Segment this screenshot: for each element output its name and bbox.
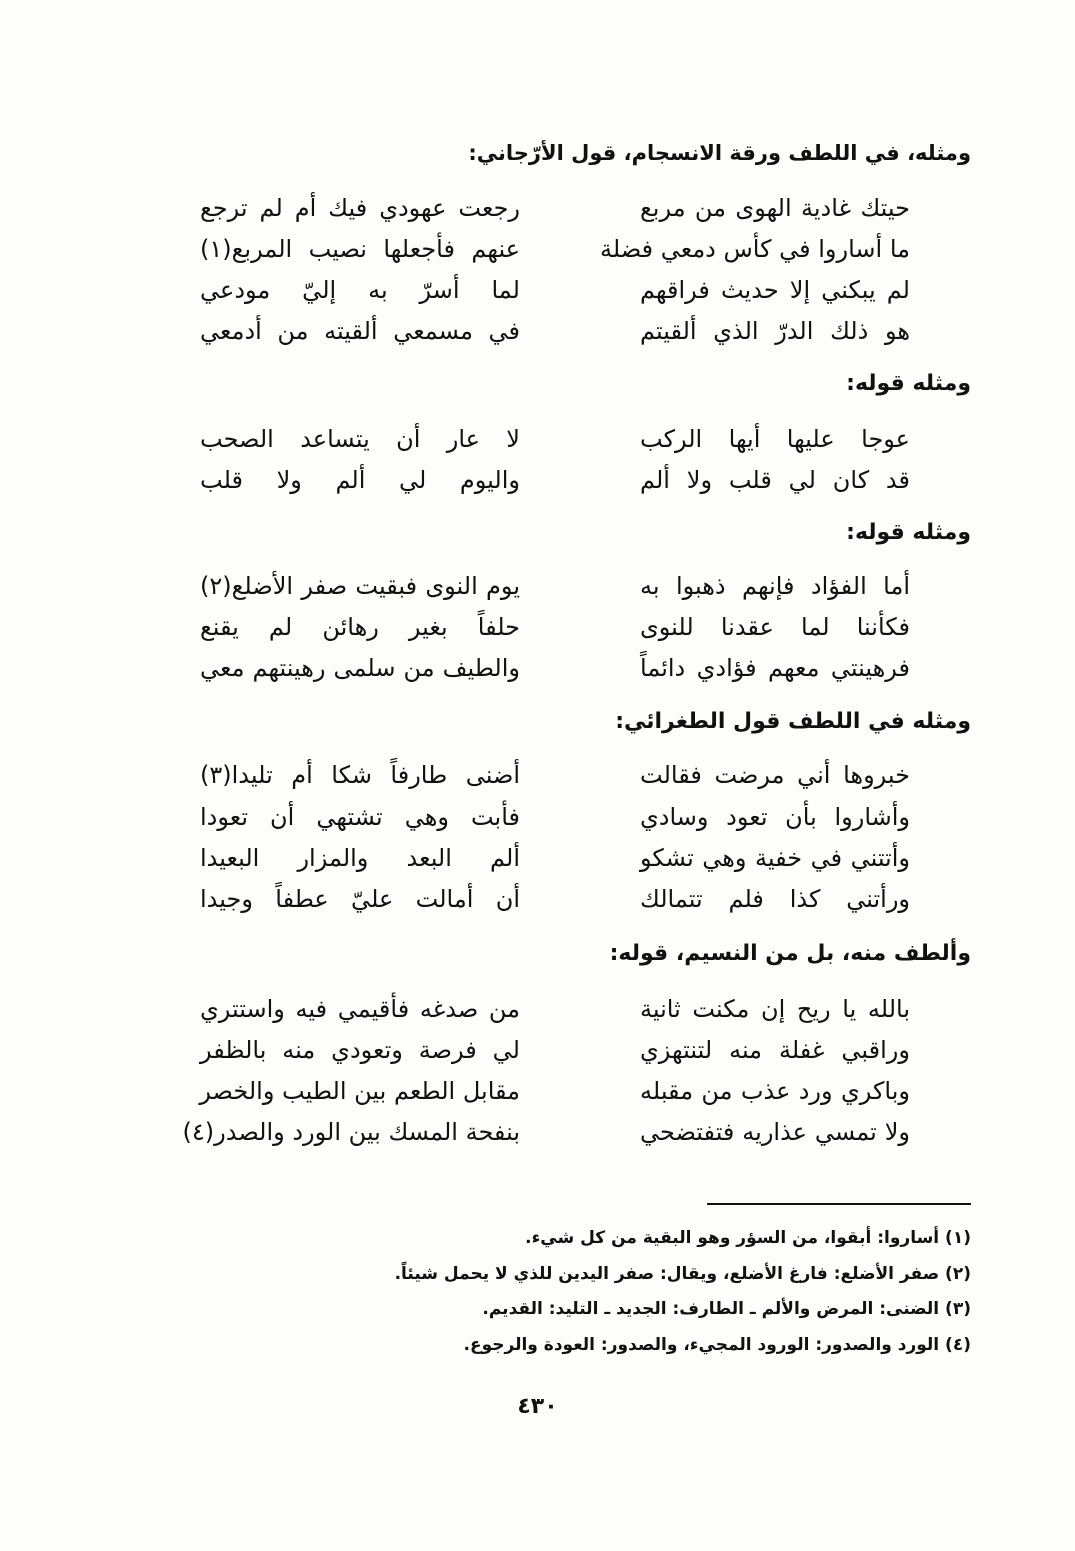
verse-4-first-hemistich: ولا تمسي عذاريه فتفتضحي	[640, 1118, 910, 1146]
verse-2-first-hemistich: قد كان لي قلب ولا ألم	[640, 466, 910, 494]
intro-arrajani: ومثله، في اللطف ورقة الانسجام، قول الأرّجاني:	[468, 141, 971, 165]
verse-1-first-hemistich: حيتك غادية الهوى من مربع	[640, 194, 910, 222]
verse-1-first-hemistich: أما الفؤاد فإنهم ذهبوا به	[640, 572, 910, 600]
verse-4-first-hemistich: هو ذلك الدرّ الذي ألقيتم	[640, 317, 910, 345]
verse-3-second-hemistich: والطيف من سلمى رهينتهم معي	[200, 654, 520, 682]
verse-1-second-hemistich: رجعت عهودي فيك أم لم ترجع	[200, 194, 520, 222]
verse-4-second-hemistich: في مسمعي ألقيته من أدمعي	[200, 317, 520, 345]
verse-2-first-hemistich: وأشاروا بأن تعود وسادي	[640, 803, 910, 831]
verse-4-second-hemistich: أن أمالت عليّ عطفاً وجيدا	[200, 885, 520, 913]
verse-4-second-hemistich: بنفحة المسك بين الورد والصدر(٤)	[182, 1118, 520, 1146]
verse-3-second-hemistich: مقابل الطعم بين الطيب والخصر	[199, 1077, 520, 1105]
footnote-4: (٤) الورد والصدور: الورود المجيء، والصدور: العودة والرجوع.	[463, 1335, 971, 1355]
verse-2-first-hemistich: ما أساروا في كأس دمعي فضلة	[600, 235, 910, 263]
intro-nasim: وألطف منه، بل من النسيم، قوله:	[609, 941, 971, 966]
verse-4-first-hemistich: ورأتني كذا فلم تتمالك	[640, 885, 910, 913]
verse-2-second-hemistich: لي فرصة وتعودي منه بالظفر	[200, 1036, 520, 1064]
intro-qawluhu-2: ومثله قوله:	[846, 520, 971, 545]
verse-2-first-hemistich: فكأننا لما عقدنا للنوى	[640, 613, 910, 641]
verse-1-first-hemistich: خبروها أني مرضت فقالت	[640, 761, 910, 789]
verse-1-second-hemistich: يوم النوى فبقيت صفر الأضلع(٢)	[200, 572, 520, 600]
verse-3-first-hemistich: فرهينتي معهم فؤادي دائماً	[640, 654, 910, 682]
intro-qawluhu-1: ومثله قوله:	[846, 371, 971, 396]
verse-2-second-hemistich: حلفاً بغير رهائن لم يقنع	[200, 613, 520, 641]
verse-1-second-hemistich: من صدغه فأقيمي فيه واستتري	[200, 995, 520, 1023]
verse-2-second-hemistich: عنهم فأجعلها نصيب المربع(١)	[200, 235, 520, 263]
verse-2-second-hemistich: واليوم لي ألم ولا قلب	[200, 466, 520, 494]
footnote-1: (١) أساروا: أبقوا، من السؤر وهو البقية من كل شيء.	[525, 1228, 971, 1248]
verse-3-second-hemistich: لما أسرّ به إليّ مودعي	[200, 276, 520, 304]
verse-1-second-hemistich: أضنى طارفاً شكا أم تليدا(٣)	[200, 761, 520, 789]
verse-2-first-hemistich: وراقبي غفلة منه لتنتهزي	[640, 1036, 910, 1064]
footnote-2: (٢) صفر الأضلع: فارغ الأضلع، ويقال: صفر اليدين للذي لا يحمل شيئاً.	[394, 1264, 971, 1284]
verse-3-first-hemistich: لم يبكني إلا حديث فراقهم	[640, 276, 910, 304]
footnote-3: (٣) الضنى: المرض والألم ـ الطارف: الجديد ـ التليد: القديم.	[482, 1299, 971, 1319]
page-number: ٤٣٠	[517, 1394, 558, 1419]
verse-3-first-hemistich: وأتتني في خفية وهي تشكو	[640, 844, 910, 872]
verse-3-second-hemistich: ألم البعد والمزار البعيدا	[200, 844, 520, 872]
footnote-divider	[707, 1203, 971, 1205]
verse-1-first-hemistich: بالله يا ريح إن مكنت ثانية	[640, 995, 910, 1023]
verse-1-second-hemistich: لا عار أن يتساعد الصحب	[200, 425, 520, 453]
verse-1-first-hemistich: عوجا عليها أيها الركب	[640, 425, 910, 453]
intro-tughrai: ومثله في اللطف قول الطغرائي:	[615, 709, 971, 734]
verse-2-second-hemistich: فأبت وهي تشتهي أن تعودا	[200, 803, 520, 831]
verse-3-first-hemistich: وباكري ورد عذب من مقبله	[640, 1077, 910, 1105]
